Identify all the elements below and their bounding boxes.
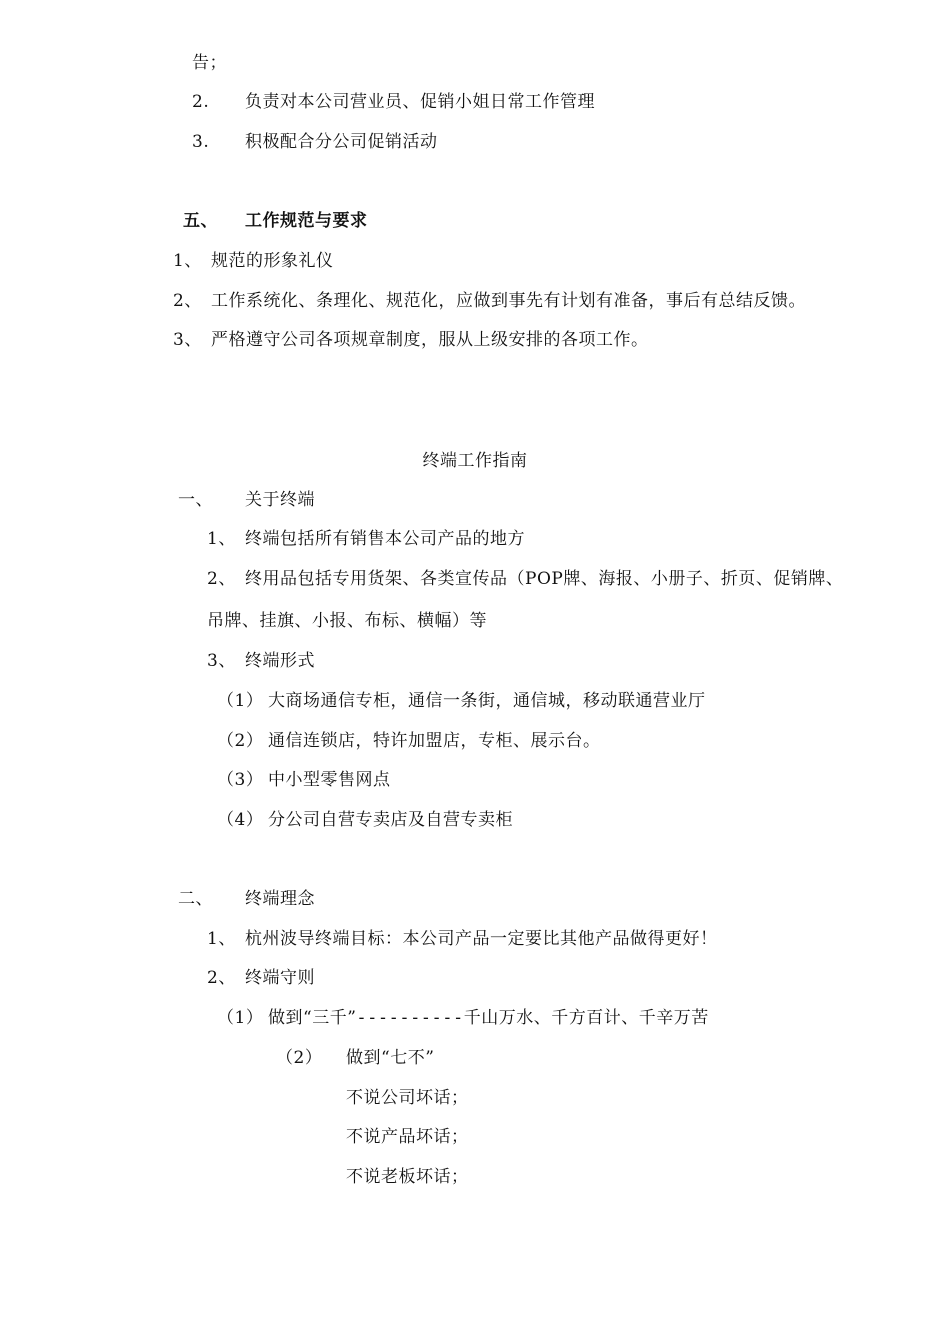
rule-number: （1）: [217, 1008, 264, 1028]
rule-number: （2）: [276, 1048, 323, 1068]
section-five-item-number: 1、: [173, 251, 202, 271]
guide-item-number: 2、: [207, 569, 236, 589]
form-text: 大商场通信专柜，通信一条街，通信城，移动联通营业厅: [268, 691, 706, 711]
form-number: （1）: [217, 691, 264, 711]
form-number: （2）: [217, 731, 264, 751]
guide-section-two-number: 二、: [178, 889, 213, 909]
guide-item-number: 3、: [207, 651, 236, 671]
guide-item-text-continued: 吊牌、挂旗、小报、布标、横幅）等: [207, 611, 487, 631]
guide-item-text: 终用品包括专用货架、各类宣传品（POP牌、海报、小册子、折页、促销牌、: [245, 569, 844, 589]
list-item-number: 3.: [192, 132, 210, 152]
list-item-text: 积极配合分公司促销活动: [245, 132, 438, 152]
guide-title: 终端工作指南: [422, 451, 528, 471]
section-five-item-text: 工作系统化、条理化、规范化，应做到事先有计划有准备，事后有总结反馈。: [211, 291, 806, 311]
guide-item-text: 杭州波导终端目标：本公司产品一定要比其他产品做得更好！: [245, 929, 718, 949]
guide-item-text: 终端包括所有销售本公司产品的地方: [245, 529, 525, 549]
guide-section-one-title: 关于终端: [245, 490, 315, 510]
guide-section-two-title: 终端理念: [245, 889, 315, 909]
rule-text-a: 做到“三千”: [268, 1008, 357, 1028]
section-five-number: 五、: [183, 211, 218, 231]
rule-text-b: 千山万水、千方百计、千辛万苦: [463, 1008, 709, 1028]
guide-item-number: 1、: [207, 529, 236, 549]
rule-sub-line: 不说产品坏话；: [346, 1127, 469, 1147]
form-number: （4）: [217, 810, 264, 830]
form-text: 中小型零售网点: [268, 770, 391, 790]
form-number: （3）: [217, 770, 264, 790]
section-five-item-text: 规范的形象礼仪: [211, 251, 334, 271]
guide-item-text: 终端守则: [245, 968, 315, 988]
guide-item-number: 2、: [207, 968, 236, 988]
guide-item-text: 终端形式: [245, 651, 315, 671]
section-five-item-number: 3、: [173, 330, 202, 350]
list-item-number: 2.: [192, 92, 210, 112]
guide-section-one-number: 一、: [178, 490, 213, 510]
form-text: 通信连锁店，特许加盟店，专柜、展示台。: [268, 731, 601, 751]
section-five-title: 工作规范与要求: [245, 211, 368, 231]
rule-sub-line: 不说公司坏话；: [346, 1088, 469, 1108]
rule-text: 做到“七不”: [346, 1048, 435, 1068]
guide-item-number: 1、: [207, 929, 236, 949]
section-five-item-number: 2、: [173, 291, 202, 311]
form-text: 分公司自营专卖店及自营专卖柜: [268, 810, 513, 830]
section-five-item-text: 严格遵守公司各项规章制度，服从上级安排的各项工作。: [211, 330, 649, 350]
rule-text: [268, 1006, 709, 1030]
list-item-text: 负责对本公司营业员、促销小姐日常工作管理: [245, 92, 595, 112]
continued-text: 告；: [192, 53, 227, 73]
rule-dashes: ----------: [356, 1008, 464, 1028]
rule-sub-line: 不说老板坏话；: [346, 1167, 469, 1187]
